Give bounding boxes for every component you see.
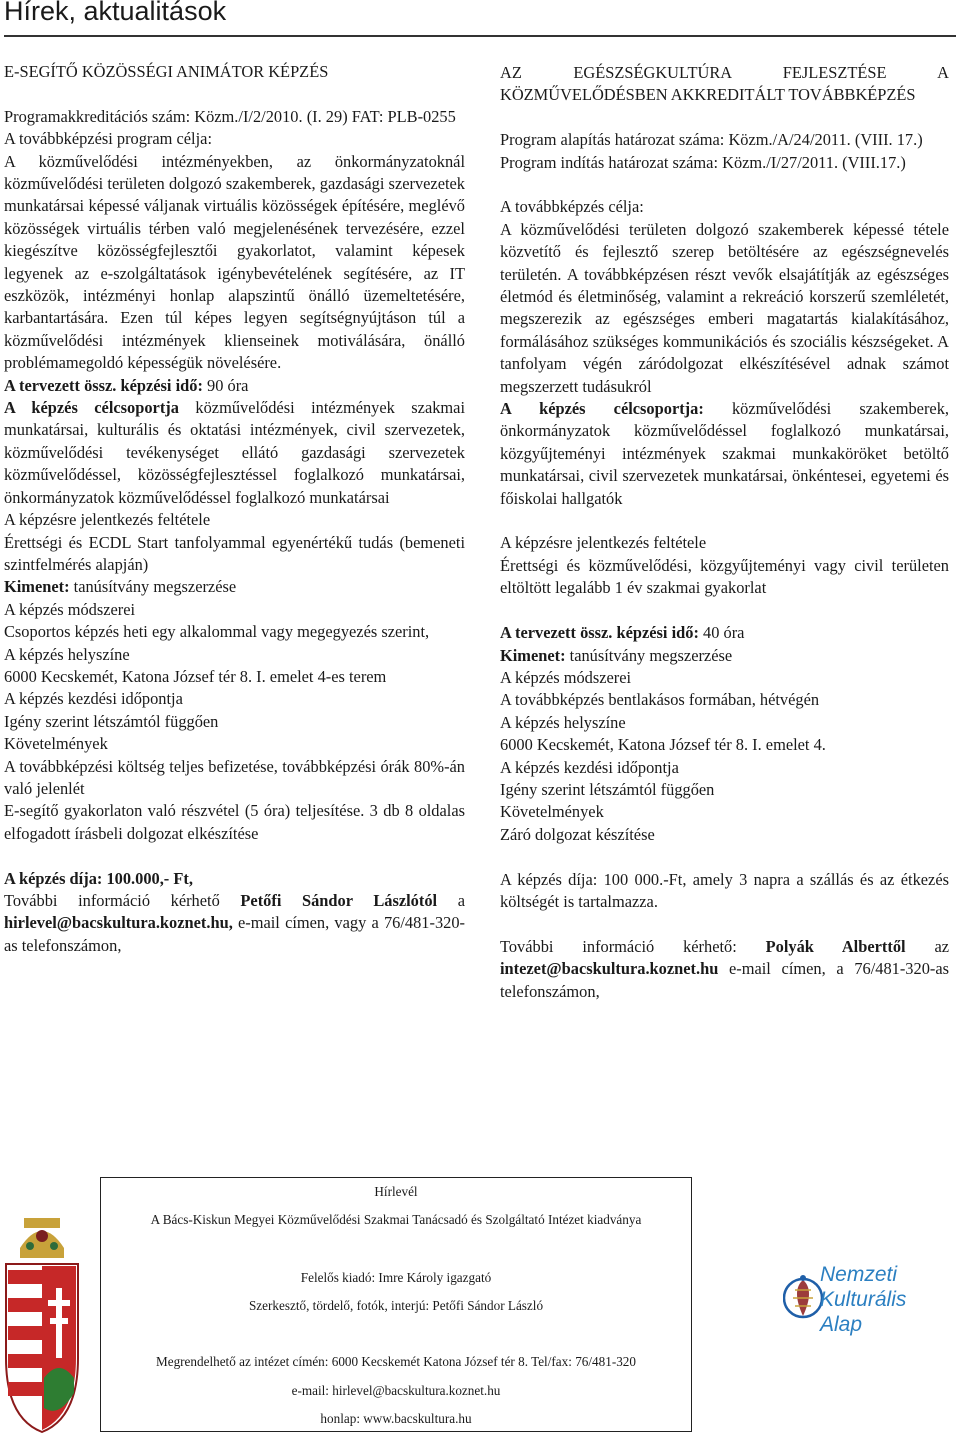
right-info-post: e-mail címen, a 76/481-320-as telefonszámon, [500, 959, 949, 1001]
right-info-az: az [934, 936, 949, 956]
left-output-text: tanúsítvány megszerzése [73, 577, 237, 597]
left-info-pre: További információ kérhető [4, 891, 220, 910]
right-info-email[interactable]: intezet@bacskultura.koznet.hu [500, 959, 719, 979]
left-start-label: A képzés kezdési időpontja [4, 689, 183, 709]
left-entry-text: Érettségi és ECDL Start tanfolyammal egyenértékű tudás (bemeneti szintfelmérés alapján) [4, 532, 465, 574]
right-start-label: A képzés kezdési időpontja [500, 757, 679, 777]
right-output-label: Kimenet: [500, 645, 566, 665]
right-goal-label: A továbbképzés célja: [500, 197, 644, 217]
footer-editor: Szerkesztő, tördelő, fotók, interjú: Petőfi Sándor László [248, 1298, 544, 1313]
left-info [4, 890, 465, 957]
nka-line-1: Nemzeti [820, 1263, 898, 1286]
right-entry-label: A képzésre jelentkezés feltétele [500, 533, 707, 553]
left-course-title: E-SEGÍTŐ KÖZÖSSÉGI ANIMÁTOR KÉPZÉS [4, 62, 329, 81]
left-start-text: Igény szerint létszámtól függően [4, 711, 219, 731]
left-accreditation: Programakkreditációs szám: Közm./I/2/2010. (I. 29) FAT: PLB-0255 [4, 106, 456, 126]
right-program-start: Program indítás határozat száma: Közm./I/27/2011. (VIII.17.) [500, 152, 906, 172]
left-place-label: A képzés helyszíne [4, 644, 130, 664]
left-goal-text: A közművelődési intézményekben, az önkormányzatoknál közművelődési területen dolgozó szakemberek, gazdasági szervezetek munkatársai képessé váljanak virtuális közösségek építésére, meglévő közösségek virtuális térben való megjelenésének tervezésére, ezzel kiegészítve közösségfejlesztői gyakorlatot, valamint képesek legyenek az e-szolgáltatások igénybevételének segítésére, az IT eszközök, intézményi honlap alapszintű önálló üzemeltetésére, karbantartására. Ezen túl képes legyen segítségnyújtáson túl a közművelődési intézmények klienseinek motiválására, önálló problémamegoldó képességük növelésére. [4, 151, 465, 373]
right-article [500, 62, 949, 1003]
footer-email[interactable]: e-mail: hirlevel@bacskultura.koznet.hu [291, 1383, 501, 1398]
left-info-email[interactable]: hirlevel@bacskultura.koznet.hu, [4, 913, 233, 933]
right-target [500, 398, 949, 510]
right-start-text: Igény szerint létszámtól függően [500, 779, 715, 799]
coat-of-arms-icon [2, 1218, 82, 1433]
left-method-label: A képzés módszerei [4, 599, 136, 619]
left-target-text: közművelődési intézmények szakmai munkatársai, kulturális és oktatási intézmények, civil szervezetek, közművelődési tevékenységet ellátó gazdasági szervezetek közművelődéssel, közösségfejlesztéssel foglalkozó munkatársai, önkormányzatok közművelődéssel foglalkozó munkatársai [4, 398, 465, 507]
left-method-text: Csoportos képzés heti egy alkalommal vagy megegyezés szerint, [4, 622, 430, 642]
right-output-text: tanúsítvány megszerzése [569, 645, 733, 665]
right-req-label: Követelmények [500, 802, 604, 822]
footer-web[interactable]: honlap: www.bacskultura.hu [320, 1411, 472, 1426]
right-place-label: A képzés helyszíne [500, 712, 626, 732]
right-entry-text: Érettségi és közművelődési, közgyűjteményi vagy civil területen eltöltött legalább 1 év szakmai gyakorlat [500, 555, 949, 598]
right-info [500, 936, 949, 1003]
left-output [4, 576, 465, 598]
right-info-pre: További információ kérhető: [500, 936, 737, 956]
right-output [500, 645, 949, 667]
left-target [4, 397, 465, 509]
nka-line-2: Kulturális [820, 1288, 907, 1311]
nka-line-3: Alap [820, 1313, 863, 1336]
left-duration [4, 375, 465, 397]
footer-order: Megrendelhető az intézet címén: 6000 Kecskemét Katona József tér 8. Tel/fax: 76/481-320 [155, 1354, 636, 1369]
footer-publisher: A Bács-Kiskun Megyei Közművelődési Szakmai Tanácsadó és Szolgáltató Intézet kiadványa [150, 1212, 642, 1227]
right-target-text: közművelődési szakemberek, önkormányzatok közművelődéssel foglalkozó munkatársai, közgyűjteményi intézmények szakmai munkaköröket betöltő munkatársai, civil szervezetek munkatársai, önkéntesei, egyetemi és főiskolai hallgatók [500, 399, 949, 508]
right-place-text: 6000 Kecskemét, Katona József tér 8. I. emelet 4. [500, 735, 826, 755]
right-course-title: AZ EGÉSZSÉGKULTÚRA FEJLESZTÉSE A KÖZMŰVELŐDÉSBEN AKKREDITÁLT TOVÁBBKÉPZÉS [500, 63, 949, 105]
left-req-text1: A továbbképzési költség teljes befizetése, továbbképzési órák 80%-án való jelenlét [4, 756, 465, 798]
left-target-label: A képzés célcsoportja [4, 398, 179, 418]
right-duration-value: 40 óra [703, 623, 745, 643]
right-method-text: A továbbképzés bentlakásos formában, hétvégén [500, 690, 820, 710]
right-fee: A képzés díja: 100 000.-Ft, amely 3 napra a szállás és az étkezés költségét is tartalmazza. [500, 869, 949, 911]
right-target-label: A képzés célcsoportja: [500, 399, 704, 419]
right-req-text: Záró dolgozat készítése [500, 824, 655, 844]
nka-logo-text [820, 1262, 906, 1337]
left-fee: A képzés díja: 100.000,- Ft, [4, 868, 193, 888]
left-goal-label: A továbbképzési program célja: [4, 129, 212, 149]
page-title: Hírek, aktualitások [4, 0, 227, 26]
left-info-a: a [457, 891, 465, 910]
right-program-found: Program alapítás határozat száma: Közm./A/24/2011. (VIII. 17.) [500, 130, 923, 150]
left-duration-label: A tervezett össz. képzési idő: [4, 375, 203, 395]
left-output-label: Kimenet: [4, 577, 70, 597]
left-req-label: Követelmények [4, 734, 108, 754]
left-article [4, 61, 465, 957]
left-info-post: e-mail címen, vagy a 76/481-320-as telefonszámon, [4, 913, 465, 955]
right-duration-label: A tervezett össz. képzési idő: [500, 623, 699, 643]
left-place-text: 6000 Kecskemét, Katona József tér 8. I. emelet 4-es terem [4, 666, 387, 686]
left-entry-label: A képzésre jelentkezés feltétele [4, 510, 211, 530]
left-info-name: Petőfi Sándor Lászlótól [240, 891, 438, 910]
footer-imprint [100, 1177, 692, 1432]
right-method-label: A képzés módszerei [500, 667, 632, 687]
footer-responsible: Felelős kiadó: Imre Károly igazgató [300, 1270, 492, 1285]
left-duration-value: 90 óra [207, 375, 249, 395]
right-info-name: Polyák Alberttől [765, 936, 906, 956]
left-req-text2: E-segítő gyakorlaton való részvétel (5 óra) teljesítése. 3 db 8 oldalas elfogadott írásbeli dolgozat elkészítése [4, 801, 465, 843]
header-divider [4, 35, 956, 37]
footer-newsletter: Hírlevél [374, 1184, 418, 1199]
right-goal-text: A közművelődési területen dolgozó szakemberek képessé tétele közvetítő és fejlesztő szerep betöltésére az egészségnevelés területén. A továbbképzésen részt vevők elsajátítják az egészséges életmód és életminőség, valamint a rekreáció korszerű szemléletét, megszerezik az egészséges emberi magatartás kialakításához, formálásához szükséges kommunikációs és szociális készségeket. A tanfolyam végén záródolgozat elkészítésével adnak számot megszerzett tudásukról [500, 219, 949, 396]
right-duration [500, 622, 949, 644]
